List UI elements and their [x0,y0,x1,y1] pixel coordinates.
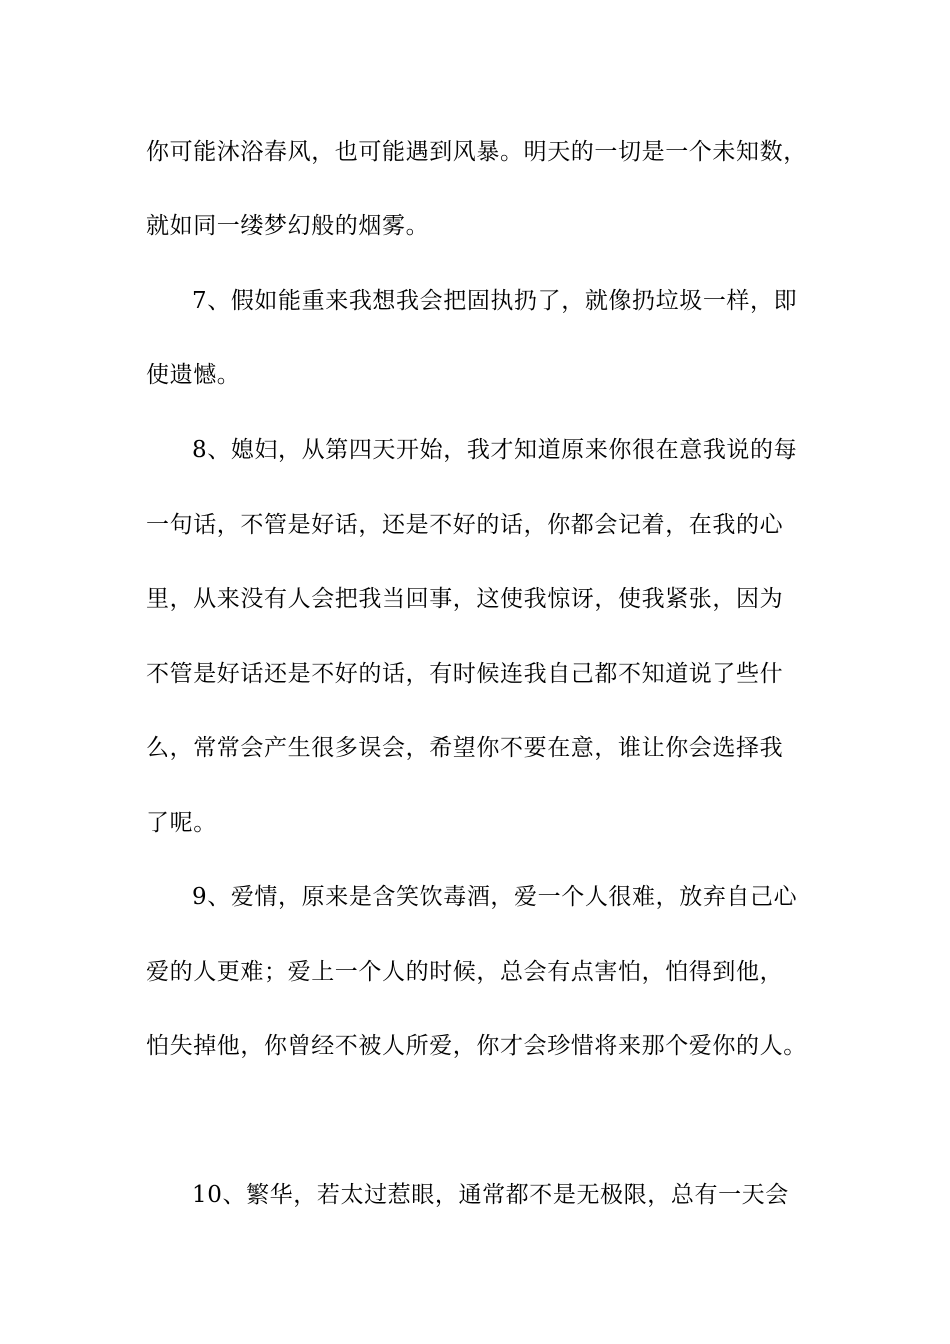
text-line: 10、繁华，若太过惹眼，通常都不是无极限，总有一天会 [192,1182,789,1208]
text-line: 使遗憾。 [146,362,241,388]
text-line: 了呢。 [146,810,217,836]
text-line: 怕失掉他，你曾经不被人所爱，你才会珍惜将来那个爱你的人。 [146,1033,807,1059]
text-line: 爱的人更难；爱上一个人的时候，总会有点害怕，怕得到他， [146,959,784,985]
text-line: 8、媳妇，从第四天开始，我才知道原来你很在意我说的每 [192,437,798,463]
text-line: 里，从来没有人会把我当回事，这使我惊讶，使我紧张，因为 [146,586,784,612]
text-line: 不管是好话还是不好的话，有时候连我自己都不知道说了些什 [146,661,784,687]
text-line: 么，常常会产生很多误会，希望你不要在意，谁让你会选择我 [146,735,784,761]
text-line: 7、假如能重来我想我会把固执扔了，就像扔垃圾一样，即 [192,288,798,314]
text-line: 一句话，不管是好话，还是不好的话，你都会记着，在我的心 [146,512,784,538]
text-line: 9、爱情，原来是含笑饮毒酒，爱一个人很难，放弃自己心 [192,884,798,910]
text-line: 就如同一缕梦幻般的烟雾。 [146,213,430,239]
text-line: 你可能沐浴春风，也可能遇到风暴。明天的一切是一个未知数， [146,139,807,165]
